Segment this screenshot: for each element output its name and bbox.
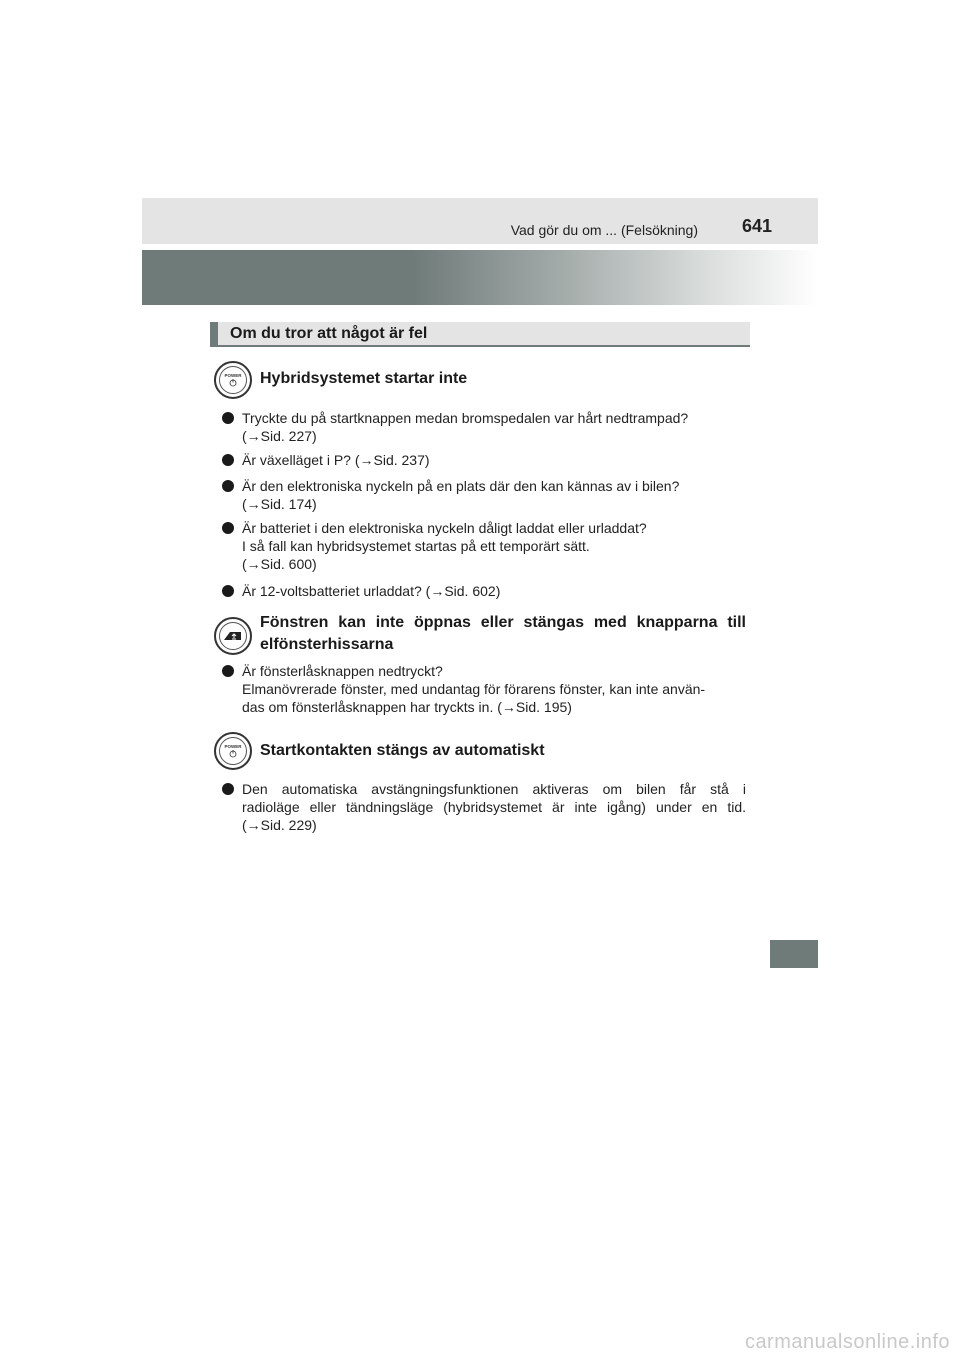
- list-item: [222, 582, 746, 600]
- bullet-icon: [222, 783, 234, 795]
- subsection-title-line: elfönsterhissarna: [260, 636, 394, 653]
- list-item-text: Är växelläget i P? (→Sid. 237): [242, 452, 430, 468]
- subsection-title-line: Fönstren kan inte öppnas eller stängas med knapparna till: [260, 614, 746, 631]
- power-label: POWER: [224, 744, 242, 749]
- list-item: [222, 519, 746, 573]
- page-number: 641: [741, 216, 772, 236]
- list-item-text: Är den elektroniska nyckeln på en plats där den kan kännas av i bilen?: [242, 478, 680, 494]
- page-reference: (→Sid. 227): [242, 428, 317, 444]
- power-button-icon: [214, 732, 252, 770]
- header-title: Vad gör du om ... (Felsökning): [510, 222, 698, 238]
- section-heading-text: Om du tror att något är fel: [230, 325, 428, 342]
- list-item-text: Är 12-voltsbatteriet urladdat? (→Sid. 602): [242, 583, 501, 599]
- list-item-text: radioläge eller tändningsläge (hybridsystemet är inte igång) under en tid.: [242, 799, 746, 815]
- list-item: [222, 477, 746, 513]
- section-heading: [210, 322, 750, 347]
- bullet-icon: [222, 585, 234, 597]
- page-header: [142, 198, 818, 244]
- list-item-text: Är fönsterlåsknappen nedtryckt?: [242, 663, 443, 679]
- power-label: POWER: [224, 373, 242, 378]
- bullet-icon: [222, 522, 234, 534]
- chapter-tab-marker: [770, 940, 818, 968]
- chapter-banner: [142, 250, 818, 305]
- list-item-text: I så fall kan hybridsystemet startas på ett temporärt sätt.: [242, 538, 590, 554]
- bullet-icon: [222, 665, 234, 677]
- list-item-text: Elmanövrerade fönster, med undantag för förarens fönster, kan inte använ-: [242, 681, 706, 697]
- list-item-text: Är batteriet i den elektroniska nyckeln dåligt laddat eller urladdat?: [242, 520, 647, 536]
- power-button-icon: [214, 361, 252, 399]
- page-reference: (→Sid. 174): [242, 496, 317, 512]
- page-reference: (→Sid. 229): [242, 817, 317, 833]
- list-item: [222, 780, 746, 834]
- subsection-title: Hybridsystemet startar inte: [260, 370, 468, 387]
- list-item: [222, 409, 746, 445]
- page-reference: (→Sid. 600): [242, 556, 317, 572]
- bullet-icon: [222, 412, 234, 424]
- bullet-icon: [222, 480, 234, 492]
- list-item-text: Den automatiska avstängningsfunktionen aktiveras om bilen får stå i: [242, 781, 746, 797]
- subsection-title: Startkontakten stängs av automatiskt: [260, 742, 545, 759]
- bullet-icon: [222, 454, 234, 466]
- list-item: [222, 662, 746, 716]
- window-switch-icon: [214, 617, 252, 655]
- watermark: carmanualsonline.info: [744, 1331, 950, 1353]
- list-item: [222, 451, 746, 469]
- list-item-text: das om fönsterlåsknappen har tryckts in. (→Sid. 195): [242, 699, 572, 715]
- list-item-text: Tryckte du på startknappen medan bromspedalen var hårt nedtrampad?: [242, 410, 689, 426]
- subsection-title: [260, 612, 746, 656]
